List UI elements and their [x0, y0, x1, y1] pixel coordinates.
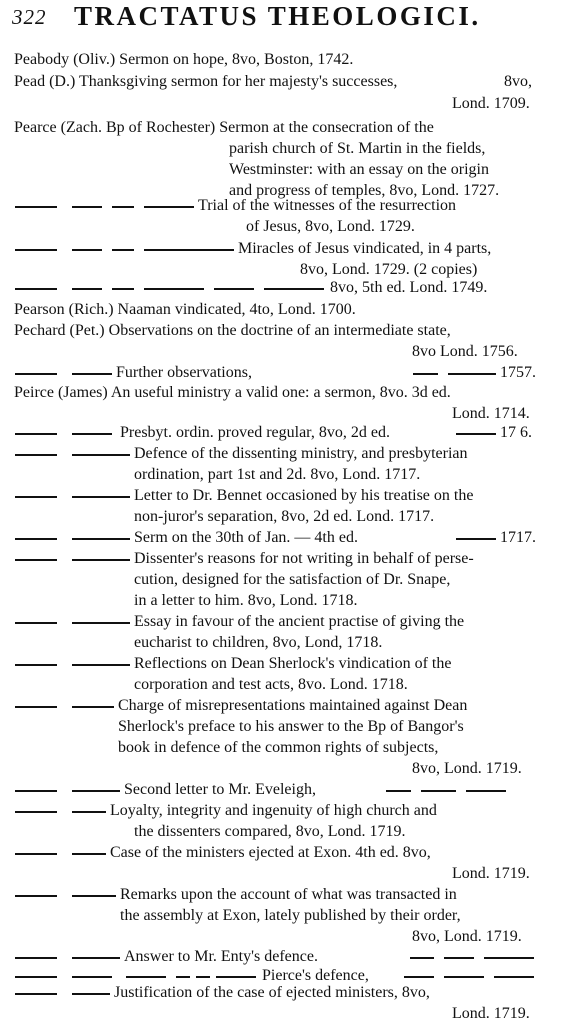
- ditto-dash: [72, 454, 130, 456]
- entry-line: Essay in favour of the ancient practise of giving the: [134, 613, 465, 630]
- ditto-dash: [444, 976, 484, 978]
- ditto-dash: [72, 373, 112, 375]
- entry-line: 8vo Lond. 1756.: [412, 343, 518, 360]
- ditto-dash: [72, 706, 114, 708]
- ditto-dash: [494, 976, 534, 978]
- entry-line: Pead (D.) Thanksgiving sermon for her majesty's successes,: [14, 73, 398, 90]
- ditto-dash: [126, 976, 166, 978]
- ditto-dash: [15, 895, 57, 897]
- entry-line: Charge of misrepresentations maintained against Dean: [118, 697, 468, 714]
- ditto-dash: [15, 811, 57, 813]
- ditto-dash: [15, 373, 57, 375]
- ditto-dash: [448, 373, 496, 375]
- page-number: 322: [12, 5, 47, 29]
- ditto-dash: [72, 433, 112, 435]
- ditto-dash: [112, 249, 134, 251]
- ditto-dash: [72, 790, 120, 792]
- entry-line: 8vo, Lond. 1719.: [412, 928, 522, 945]
- ditto-dash: [15, 433, 57, 435]
- entry-line: Lond. 1719.: [452, 1005, 530, 1022]
- ditto-dash: [15, 288, 57, 290]
- entry-line: non-juror's separation, 8vo, 2d ed. Lond. 1717.: [134, 508, 435, 525]
- ditto-dash: [72, 538, 130, 540]
- ditto-dash: [15, 496, 57, 498]
- entry-line: cution, designed for the satisfaction of Dr. Snape,: [134, 571, 451, 588]
- ditto-dash: [466, 790, 506, 792]
- ditto-dash: [72, 206, 102, 208]
- ditto-dash: [15, 957, 57, 959]
- entry-line: of Jesus, 8vo, Lond. 1729.: [246, 218, 415, 235]
- ditto-dash: [144, 249, 234, 251]
- ditto-dash: [72, 559, 130, 561]
- ditto-dash: [15, 706, 57, 708]
- ditto-dash: [216, 976, 256, 978]
- entry-line: Lond. 1709.: [452, 95, 530, 112]
- ditto-dash: [72, 957, 120, 959]
- entry-line: book in defence of the common rights of subjects,: [118, 739, 439, 756]
- entry-line: Lond. 1714.: [452, 405, 530, 422]
- ditto-dash: [444, 957, 474, 959]
- ditto-dash: [72, 993, 110, 995]
- entry-line: 17 6.: [500, 424, 532, 441]
- entry-line: in a letter to him. 8vo, Lond. 1718.: [134, 592, 358, 609]
- ditto-dash: [72, 288, 102, 290]
- entry-line: Case of the ministers ejected at Exon. 4th ed. 8vo,: [110, 844, 431, 861]
- ditto-dash: [15, 559, 57, 561]
- entry-line: Further observations,: [116, 364, 252, 381]
- entry-line: 1757.: [500, 364, 536, 381]
- entry-line: Peirce (James) An useful ministry a valid one: a sermon, 8vo. 3d ed.: [14, 384, 451, 401]
- ditto-dash: [112, 288, 134, 290]
- ditto-dash: [214, 288, 254, 290]
- entry-line: the assembly at Exon, lately published by their order,: [120, 907, 461, 924]
- entry-line: Letter to Dr. Bennet occasioned by his treatise on the: [134, 487, 474, 504]
- ditto-dash: [144, 288, 204, 290]
- entry-line: Justification of the case of ejected ministers, 8vo,: [114, 984, 430, 1001]
- ditto-dash: [264, 288, 324, 290]
- ditto-dash: [410, 957, 434, 959]
- entry-line: ordination, part 1st and 2d. 8vo, Lond. 1717.: [134, 466, 421, 483]
- entry-line: Peabody (Oliv.) Sermon on hope, 8vo, Boston, 1742.: [14, 51, 354, 68]
- entry-line: Answer to Mr. Enty's defence.: [124, 948, 318, 965]
- entry-line: Loyalty, integrity and ingenuity of high church and: [110, 802, 437, 819]
- ditto-dash: [15, 993, 57, 995]
- entry-line: 8vo,: [504, 73, 532, 90]
- ditto-dash: [386, 790, 411, 792]
- entry-line: Miracles of Jesus vindicated, in 4 parts,: [238, 240, 492, 257]
- entry-line: Pechard (Pet.) Observations on the doctrine of an intermediate state,: [14, 322, 451, 339]
- ditto-dash: [72, 811, 106, 813]
- ditto-dash: [72, 853, 106, 855]
- ditto-dash: [15, 790, 57, 792]
- ditto-dash: [72, 496, 130, 498]
- ditto-dash: [484, 957, 534, 959]
- ditto-dash: [15, 622, 57, 624]
- entry-line: Second letter to Mr. Eveleigh,: [124, 781, 316, 798]
- ditto-dash: [144, 206, 194, 208]
- entry-line: 8vo, Lond. 1719.: [412, 760, 522, 777]
- entry-line: Pearson (Rich.) Naaman vindicated, 4to, Lond. 1700.: [14, 301, 356, 318]
- entry-line: eucharist to children, 8vo, Lond, 1718.: [134, 634, 383, 651]
- ditto-dash: [456, 538, 496, 540]
- entry-line: Remarks upon the account of what was transacted in: [120, 886, 457, 903]
- ditto-dash: [413, 373, 438, 375]
- entry-line: Lond. 1719.: [452, 865, 530, 882]
- ditto-dash: [404, 976, 434, 978]
- ditto-dash: [421, 790, 456, 792]
- entry-line: corporation and test acts, 8vo. Lond. 1718.: [134, 676, 408, 693]
- entry-line: 1717.: [500, 529, 536, 546]
- entry-line: Westminster: with an essay on the origin: [229, 161, 489, 178]
- running-title: TRACTATUS THEOLOGICI.: [74, 1, 481, 31]
- ditto-dash: [15, 538, 57, 540]
- entry-line: Presbyt. ordin. proved regular, 8vo, 2d ed.: [120, 424, 390, 441]
- ditto-dash: [15, 664, 57, 666]
- entry-line: Sherlock's preface to his answer to the Bp of Bangor's: [118, 718, 464, 735]
- entry-line: the dissenters compared, 8vo, Lond. 1719.: [134, 823, 406, 840]
- ditto-dash: [72, 249, 102, 251]
- entry-line: 8vo, Lond. 1729. (2 copies): [300, 261, 478, 278]
- ditto-dash: [72, 664, 130, 666]
- entry-line: Pearce (Zach. Bp of Rochester) Sermon at the consecration of the: [14, 119, 434, 136]
- entry-line: Trial of the witnesses of the resurrection: [198, 197, 457, 214]
- ditto-dash: [15, 206, 57, 208]
- ditto-dash: [72, 622, 130, 624]
- entry-line: Serm on the 30th of Jan. — 4th ed.: [134, 529, 358, 546]
- entry-line: Pierce's defence,: [262, 967, 369, 984]
- ditto-dash: [456, 433, 496, 435]
- ditto-dash: [196, 976, 210, 978]
- ditto-dash: [72, 895, 116, 897]
- entry-line: Defence of the dissenting ministry, and presbyterian: [134, 445, 468, 462]
- entry-line: parish church of St. Martin in the fields,: [229, 140, 486, 157]
- entry-line: and progress of temples, 8vo, Lond. 1727.: [229, 182, 500, 199]
- ditto-dash: [72, 976, 112, 978]
- ditto-dash: [15, 454, 57, 456]
- ditto-dash: [112, 206, 134, 208]
- ditto-dash: [176, 976, 190, 978]
- ditto-dash: [15, 853, 57, 855]
- entry-line: Reflections on Dean Sherlock's vindication of the: [134, 655, 452, 672]
- ditto-dash: [15, 976, 57, 978]
- entry-line: Dissenter's reasons for not writing in behalf of perse-: [134, 550, 474, 567]
- entry-line: 8vo, 5th ed. Lond. 1749.: [330, 279, 488, 296]
- ditto-dash: [15, 249, 57, 251]
